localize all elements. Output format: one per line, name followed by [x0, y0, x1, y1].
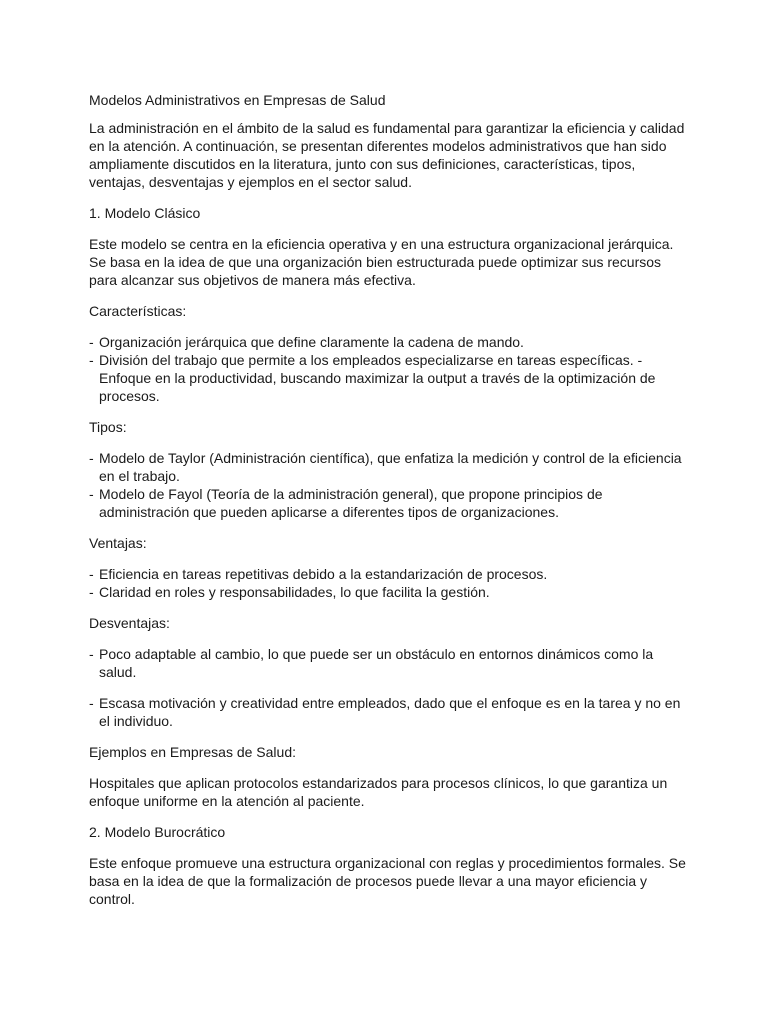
list-item: - División del trabajo que permite a los empleados especializarse en tareas específicas. - Enfoque en la productividad, buscando maximizar la output a través de la optimización de procesos. [89, 352, 656, 404]
dash-bullet: - [89, 450, 94, 466]
dash-bullet: - [89, 486, 94, 502]
examples-paragraph: Hospitales que aplican protocolos estandarizados para procesos clínicos, lo que garantiza un enfoque uniforme en la atención al paciente. [89, 775, 668, 809]
dash-bullet: - [89, 566, 94, 582]
model1-description: Este modelo se centra en la eficiencia operativa y en una estructura organizacional jerárquica. Se basa en la idea de que una organización bien estructurada puede optimizar sus recursos para alcanzar sus objetivos de manera más efectiva. [89, 236, 674, 288]
list-item: - Claridad en roles y responsabilidades, lo que facilita la gestión. [89, 584, 490, 600]
dash-bullet: - [89, 334, 94, 350]
intro-paragraph: La administración en el ámbito de la salud es fundamental para garantizar la eficiencia y calidad en la atención. A continuación, se presentan diferentes modelos administrativos que han sido ampliamente discutidos en la literatura, junto con sus definiciones, características, tipos, ventajas, desventajas y ejemplos en el sector salud. [89, 120, 685, 190]
list-item: - Escasa motivación y creatividad entre empleados, dado que el enfoque es en la tarea y no en el individuo. [89, 695, 681, 729]
document-page [89, 84, 689, 921]
characteristics-label: Características: [89, 303, 187, 319]
list-item: - Modelo de Fayol (Teoría de la administración general), que propone principios de administración que pueden aplicarse a diferentes tipos de organizaciones. [89, 486, 603, 520]
dash-bullet: - [89, 646, 94, 662]
list-item: - Eficiencia en tareas repetitivas debido a la estandarización de procesos. [89, 566, 548, 582]
model2-heading: 2. Modelo Burocrático [89, 824, 226, 840]
dash-bullet: - [89, 584, 94, 600]
disadvantages-label: Desventajas: [89, 615, 170, 631]
advantages-label: Ventajas: [89, 535, 147, 551]
model2-description: Este enfoque promueve una estructura organizacional con reglas y procedimientos formales. Se basa en la idea de que la formalización de procesos puede llevar a una mayor eficiencia y control. [89, 855, 686, 907]
examples-label: Ejemplos en Empresas de Salud: [89, 744, 296, 760]
types-list [89, 449, 689, 521]
types-label: Tipos: [89, 419, 127, 435]
disadvantages-list [89, 645, 689, 730]
dash-bullet: - [89, 352, 94, 368]
advantages-list [89, 565, 689, 601]
list-item: - Poco adaptable al cambio, lo que puede ser un obstáculo en entornos dinámicos como la salud. [89, 646, 654, 680]
list-item: - Organización jerárquica que define claramente la cadena de mando. [89, 334, 524, 350]
model1-heading: 1. Modelo Clásico [89, 205, 201, 221]
list-item: - Modelo de Taylor (Administración científica), que enfatiza la medición y control de la eficiencia en el trabajo. [89, 450, 682, 484]
document-title: Modelos Administrativos en Empresas de Salud [89, 92, 386, 108]
dash-bullet: - [89, 695, 94, 711]
characteristics-list [89, 333, 689, 405]
